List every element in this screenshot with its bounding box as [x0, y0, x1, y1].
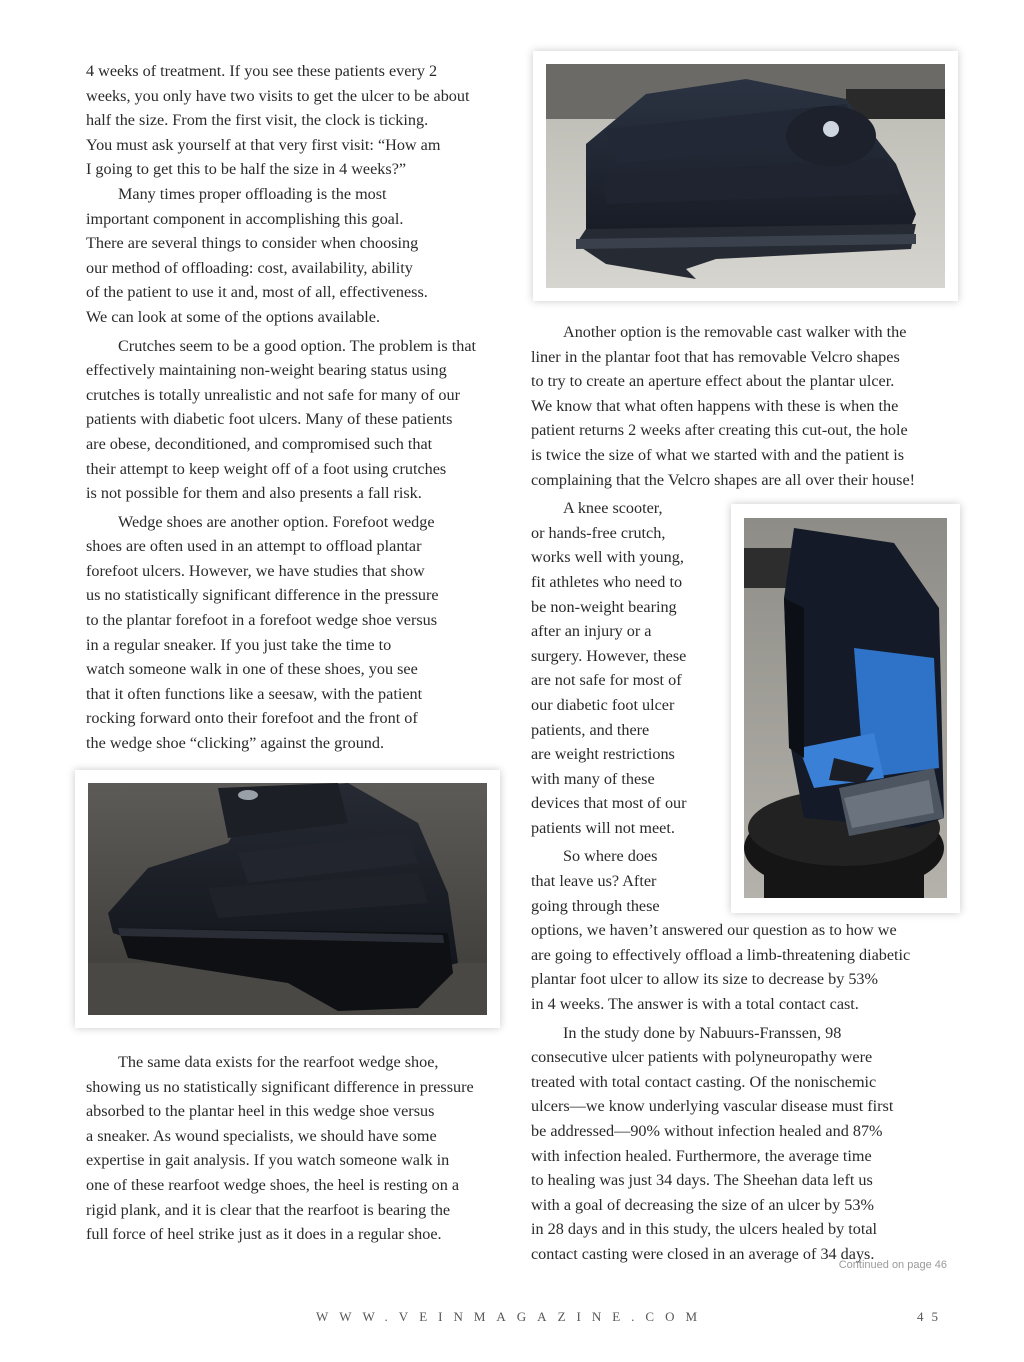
continued-note: Continued on page 46: [838, 1259, 947, 1271]
photo-cast-walker: [731, 504, 960, 913]
right-paragraph-3: So where does that leave us? After going through these options, we haven’t answered our question as to how we are going to effectively offload a limb-threatening diabetic plantar foot ulcer to allow its size to decrease by 53% in 4 weeks. The answer is with a total contact cast.: [531, 847, 911, 1014]
left-column-top: [86, 59, 506, 756]
photo-forefoot-wedge-shoe: [533, 51, 958, 301]
rearfoot-wedge-shoe-image: [88, 783, 487, 1015]
left-paragraph-3: Crutches seem to be a good option. The problem is that effectively maintaining non-weight bearing status using crutches is totally unrealistic and not safe for many of our patients with diabetic foot ulcers. Many of these patients are obese, deconditioned, and compromised such that their attempt to keep weight off of a foot using crutches is not possible for them and also presents a fall risk.: [86, 336, 477, 503]
right-paragraph-4: In the study done by Nabuurs-Franssen, 98 consecutive ulcer patients with polyneuropathy were treated with total contact casting. Of the nonischemic ulcers—we know underlying vascular disease must first be addressed—90% without infection healed and 87% with infection healed. Furthermore, the average time to healing was just 34 days. The Sheehan data left us with a goal of decreasing the size of an ulcer by 53% in 28 days and in this study, the ulcers healed by total contact casting were closed in an average of 34 days.: [531, 1023, 894, 1263]
right-paragraph-2: A knee scooter, or hands-free crutch, works well with young, fit athletes who need to be non-weight bearing after an injury or a surgery. However, these are not safe for most of our diabetic foot ulcer patients, and there are weight restrictions with many of these devices that most of our patients will not meet.: [531, 499, 687, 837]
left-paragraph-1: 4 weeks of treatment. If you see these patients every 2 weeks, you only have two visits to get the ulcer to be about half the size. From the first visit, the clock is ticking. You must ask yourself at that very first visit: “How am I going to get this to be half the size in 4 weeks?”: [86, 62, 470, 179]
left-paragraph-2: Many times proper offloading is the most important component in accomplishing this goal. There are several things to consider when choosing our method of offloading: cost, availability, ability of the patient to use it and, most of all, effectiveness. We can look at some of the options available.: [86, 184, 428, 326]
cast-walker-image: [744, 518, 947, 898]
page-number: 45: [917, 1309, 946, 1324]
photo-rearfoot-wedge-shoe: [75, 770, 500, 1028]
footer-website: WWW.VEINMAGAZINE.COM: [315, 1309, 709, 1324]
left-column-bottom: [86, 1050, 506, 1247]
left-paragraph-4: Wedge shoes are another option. Forefoot wedge shoes are often used in an attempt to offload plantar forefoot ulcers. However, we have studies that show us no statistically significant difference in the pressure to the plantar forefoot in a forefoot wedge shoe versus in a regular sneaker. If you just take the time to watch someone walk in one of these shoes, you see that it often functions like a seesaw, with the patient rocking forward onto their forefoot and the front of the wedge shoe “clicking” against the ground.: [86, 512, 439, 753]
forefoot-wedge-shoe-image: [546, 64, 945, 288]
left-paragraph-5: The same data exists for the rearfoot wedge shoe, showing us no statistically significant difference in pressure absorbed to the plantar heel in this wedge shoe versus a sneaker. As wound specialists, we should have some expertise in gait analysis. If you watch someone walk in one of these rearfoot wedge shoes, the heel is resting on a rigid plank, and it is clear that the rearfoot is bearing the full force of heel strike just as it does in a regular shoe.: [86, 1053, 474, 1244]
right-paragraph-1: Another option is the removable cast walker with the liner in the plantar foot that has removable Velcro shapes to try to create an aperture effect about the plantar ulcer. We know that what often happens with these is when the patient returns 2 weeks after creating this cut-out, the hole is twice the size of what we started with and the patient is complaining that the Velcro shapes are all over their house!: [531, 323, 916, 489]
